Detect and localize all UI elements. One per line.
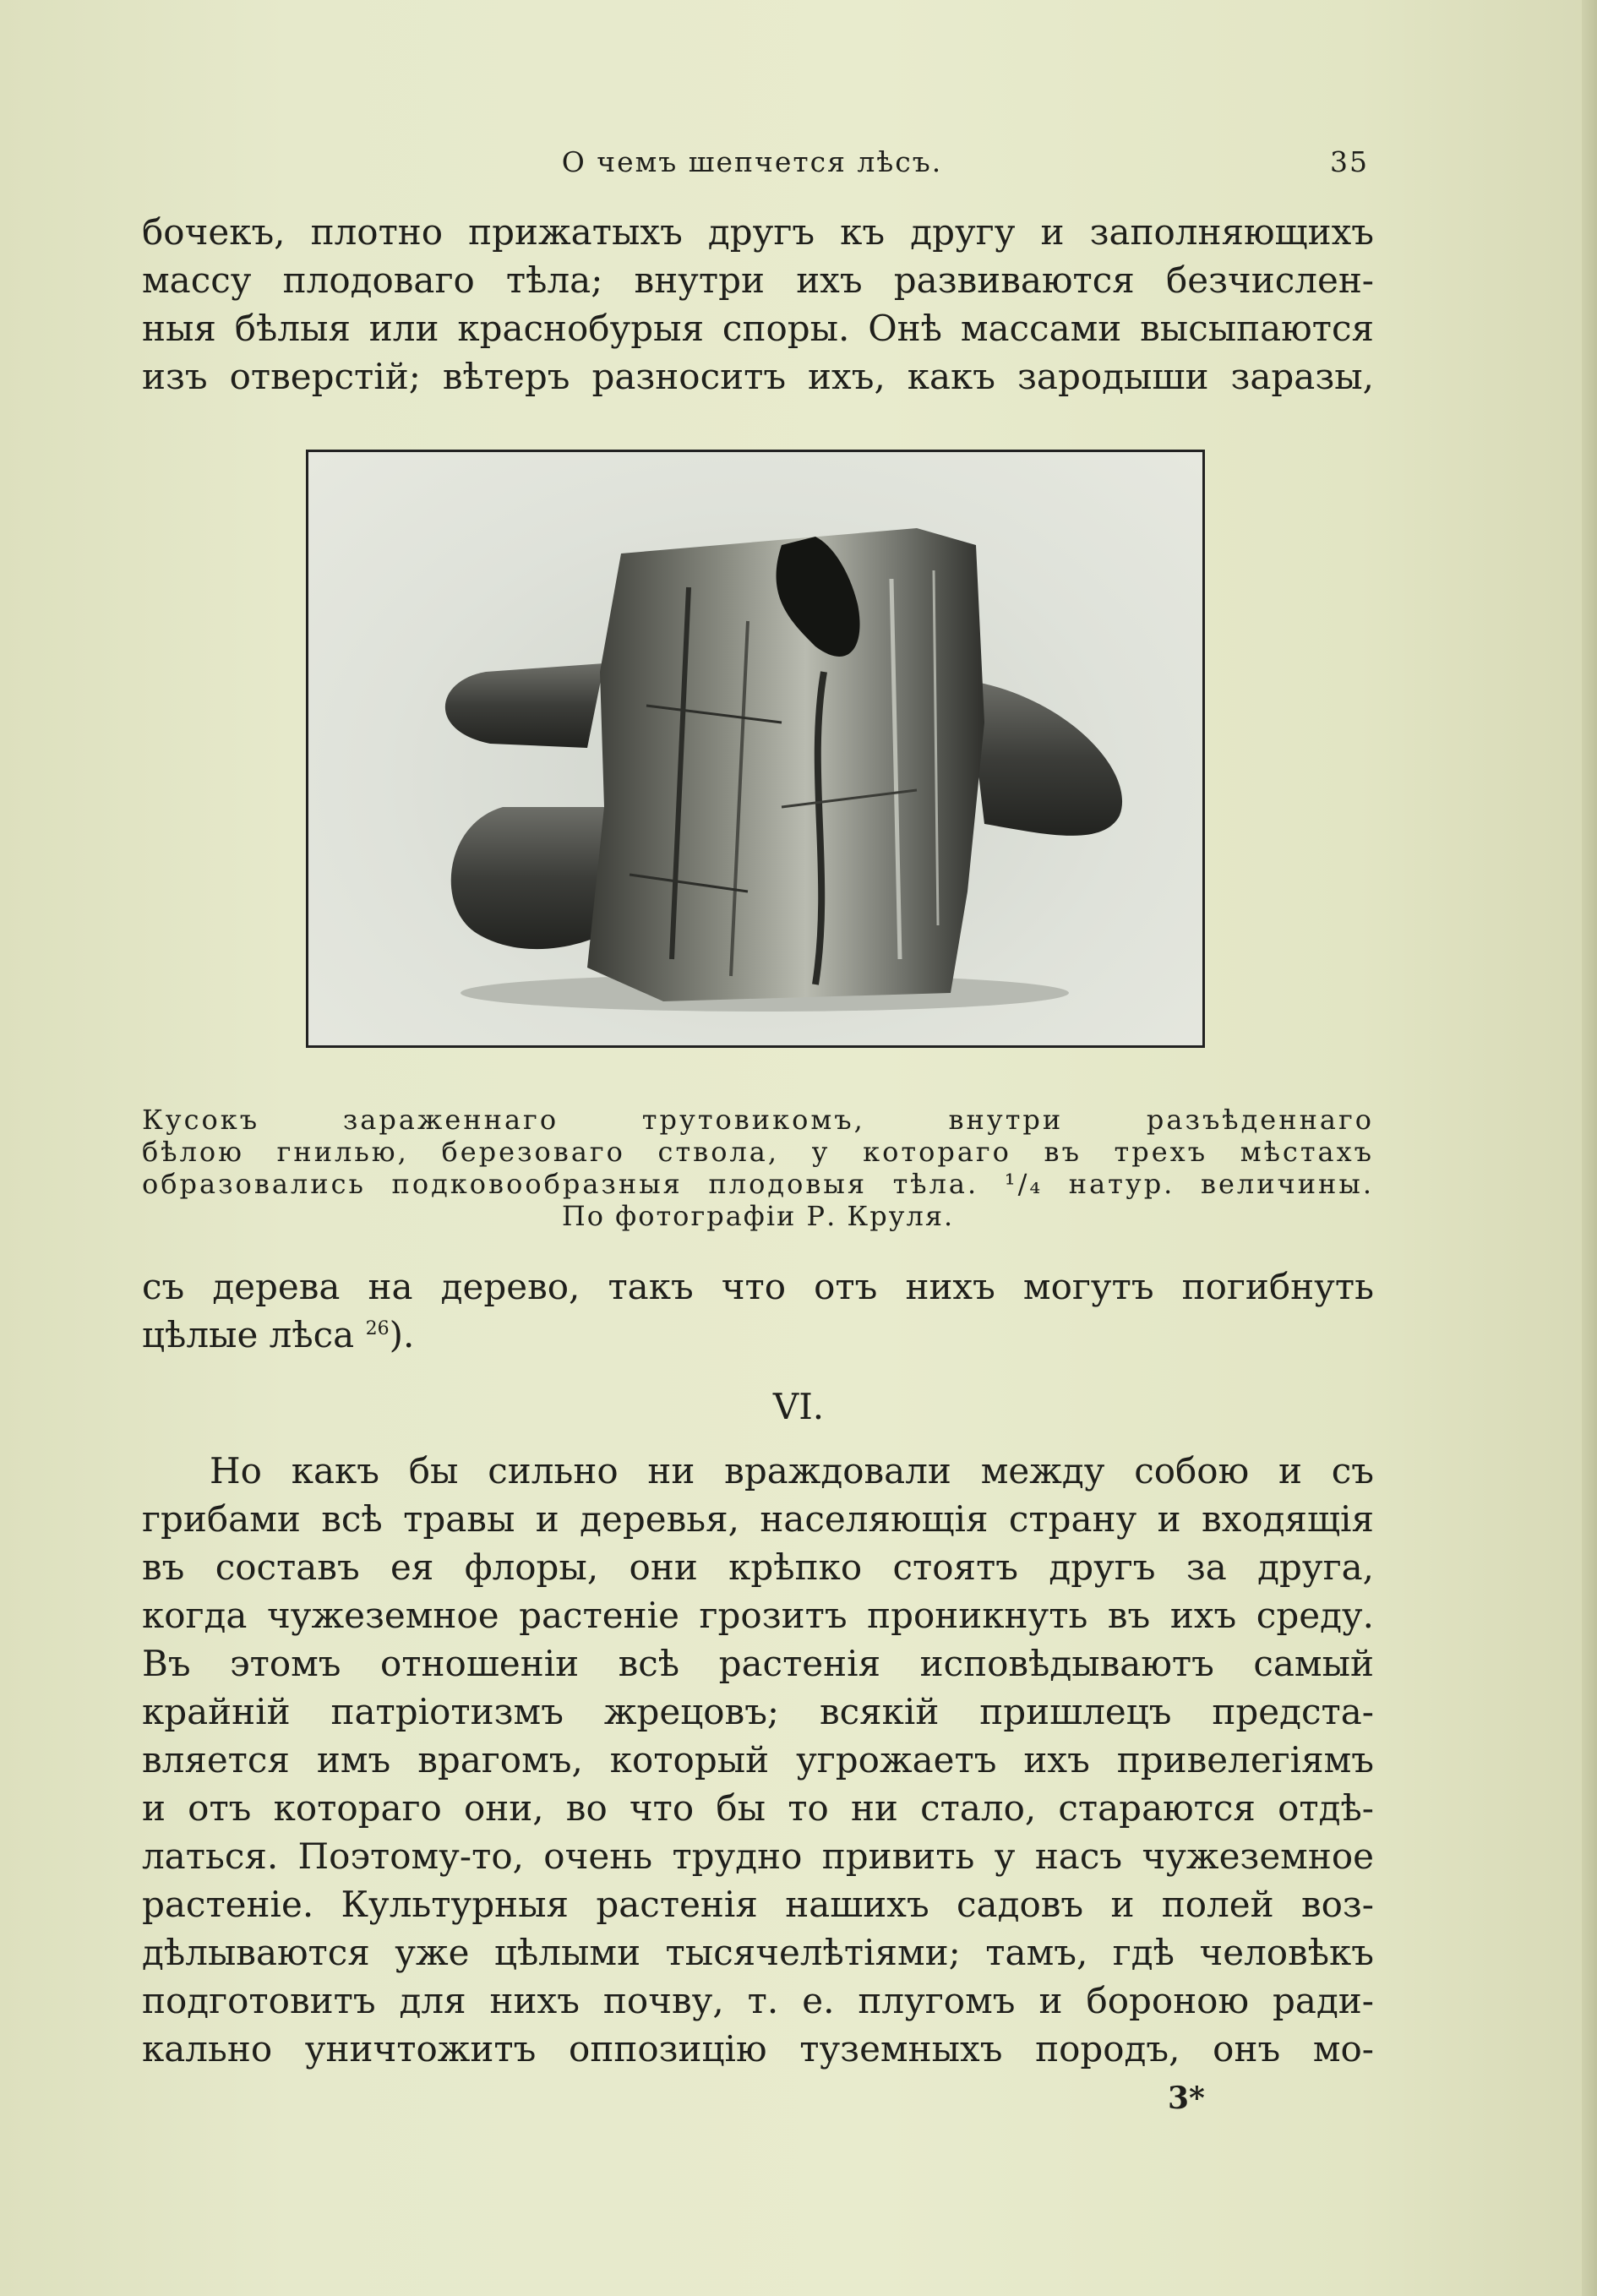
photo-credit: По фотографіи Р. Круля. [561, 1200, 955, 1232]
caption-line: Кусокъ зараженнаго трутовикомъ, внутри разъѣденнаго [142, 1104, 1374, 1136]
text-line: бочекъ, плотно прижатыхъ другъ къ другу и заполняющихъ [142, 211, 1374, 253]
top-paragraph [142, 208, 1374, 401]
section-heading: VI. [772, 1386, 825, 1427]
text-line: массу плодоваго тѣла; внутри ихъ развиваются безчислен- [142, 259, 1374, 301]
text-line [142, 1311, 1374, 1359]
text-line: когда чужеземное растеніе грозитъ проникнуть въ ихъ среду. [142, 1595, 1374, 1636]
text-line: дѣлываются уже цѣлыми тысячелѣтіями; тамъ, гдѣ человѣкъ [142, 1932, 1374, 1973]
page-number: 35 [1330, 145, 1369, 178]
text-line: латься. Поэтому-то, очень трудно привить у насъ чужеземное [142, 1835, 1374, 1877]
text-line: и отъ котораго они, во что бы то ни стало, стараются отдѣ- [142, 1787, 1374, 1829]
footnote-marker[interactable]: 26 [365, 1318, 390, 1339]
figure-photo [306, 450, 1205, 1048]
text-line: Въ этомъ отношеніи всѣ растенія исповѣдываютъ самый [142, 1643, 1374, 1684]
fungus-on-birch-photo [308, 452, 1202, 1045]
line-text: цѣлые лѣса [142, 1314, 366, 1355]
caption-line: бѣлою гнилью, березоваго ствола, у котораго въ трехъ мѣстахъ [142, 1136, 1374, 1168]
line-end: ). [389, 1314, 415, 1355]
running-head [135, 145, 1369, 188]
text-line: грибами всѣ травы и деревья, населяющія страну и входящія [142, 1498, 1374, 1540]
text-line: крайній патріотизмъ жрецовъ; всякій пришлецъ предста- [142, 1691, 1374, 1732]
text-line: изъ отверстій; вѣтеръ разноситъ ихъ, какъ зародыши заразы, [142, 356, 1374, 397]
text-line: въ составъ ея флоры, они крѣпко стоятъ другъ за друга, [142, 1546, 1374, 1588]
section-paragraph [142, 1447, 1374, 2073]
text-line: подготовитъ для нихъ почву, т. е. плугомъ и бороною ради- [142, 1980, 1374, 2021]
text-line: кально уничтожитъ оппозицію туземныхъ породъ, онъ мо- [142, 2028, 1374, 2070]
text-line: ныя бѣлыя или краснобурыя споры. Онѣ массами высыпаются [142, 308, 1374, 349]
page-edge [1582, 0, 1597, 2296]
signature-mark: 3* [1168, 2081, 1205, 2116]
text-line: съ дерева на дерево, такъ что отъ нихъ могутъ погибнуть [142, 1266, 1374, 1307]
text-line: вляется имъ врагомъ, который угрожаетъ ихъ привелегіямъ [142, 1739, 1374, 1781]
text-line: Но какъ бы сильно ни враждовали между собою и съ [210, 1450, 1374, 1492]
caption-line: образовались подковообразныя плодовыя тѣла. ¹/₄ натур. величины. [142, 1168, 1374, 1200]
figure-caption [142, 1104, 1374, 1232]
text-line: растеніе. Культурныя растенія нашихъ садовъ и полей воз- [142, 1884, 1374, 1925]
continuation-paragraph [142, 1263, 1374, 1359]
running-title: О чемъ шепчется лѣсъ. [561, 145, 943, 178]
